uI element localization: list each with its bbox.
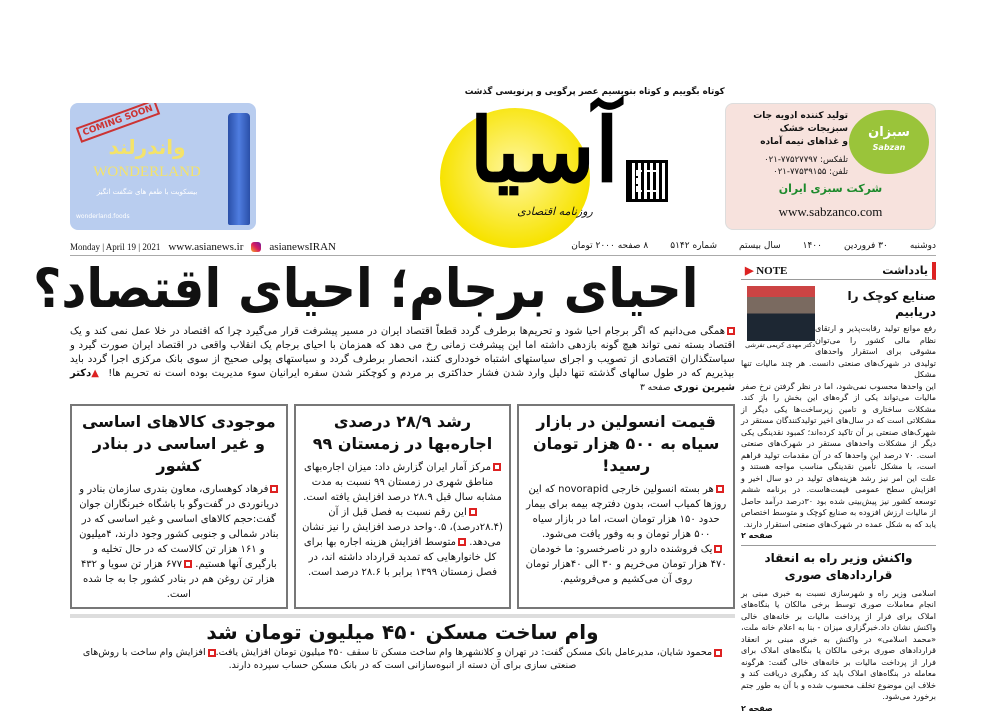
ad-phones (732, 154, 848, 178)
year-fa: ۱۴۰۰ (803, 241, 822, 251)
note-label: NOTE (756, 265, 787, 277)
sabzan-logo (849, 110, 929, 174)
note-column (741, 262, 936, 714)
main-headline: احیای برجام؛ احیای اقتصاد؟ (34, 258, 699, 320)
box-title: رشد ۲۸/۹ درصدی اجاره‌بها در زمستان ۹۹ (302, 411, 504, 455)
box-text: هر بسته انسولین خارجی novorapid که این روزها کمیاب است، بدون دفترچه بیمه برای بیمار حدود ۱۵۰ هزار تومان است، اما در بازار سیاه ۵۰۰ هزار تومان و به وفور یافت می‌شود. (526, 484, 726, 540)
section-label-fa: یادداشت (882, 264, 928, 277)
box-text: ۶۷۷ هزار تن سویا و ۴۳۲ هزار تن روغن هم در بنادر کشور جا به جا شده است. (81, 559, 275, 600)
bottom-text: افزایش وام ساخت با روش‌های صنعتی سازی برای آن دسته از انبوه‌سازانی است که در بانک مسکن حساب سپرده دارند. (83, 647, 576, 671)
bullet-square-icon (184, 560, 192, 568)
ad-brand: سبزان (868, 125, 910, 140)
page-ref[interactable] (741, 530, 936, 542)
main-column (70, 258, 735, 672)
bullet-square-icon (493, 463, 501, 471)
bottom-text: محمود شایان، مدیرعامل بانک مسکن گفت: در تهران و کلانشهرها وام ساخت مسکن تا سقف ۴۵۰ میلیون تومان افزایش یافت. (216, 647, 712, 658)
box-text: این رقم نسبت به فصل قبل از آن (۲۸.۴درصد)، ۰.۵واحد درصد افزایش را نیز نشان می‌دهد. (302, 507, 503, 548)
ad-brand-en: Sabzan (849, 142, 929, 154)
box-text: فرهاد کوهساری، معاون بندری سازمان بنادر و دریانوردی در گفت‌وگو با باشگاه خبرنگاران جوان گفت:حجم کالاهای اساسی و غیر اساسی که در بنادر شمالی و جنوبی کشور وجود دارند، ۴میلیون و ۱۶۱ هزار تن کالاست که در حال تخلیه و بارگیری آنها هستیم. (79, 484, 279, 570)
second-note-body: اسلامی وزیر راه و شهرسازی نسبت به خبری مبنی بر انجام معاملات صوری توسط برخی مالکان یا بنگاه‌های املاک برای فرار از پرداخت مالیات بر خانه‌های خالی واکنش نشان داد.خبرگزاری میزان - بنا به اعلام خانه ملت، «محمد اسلامی» در واکنش به خبری مبنی بر انعقاد قراردادهای صوری برخی مالکان یا بنگاه‌های املاک برای فرار از پرداخت مالیات بر خانه‌های خالی گفت: هرگونه معامله در بنگاه‌های املاک باید کد رهگیری دریافت کند و خلاف این موضوع تخلف محسوب شده و با آن به طور جتم برخورد می‌شود. (741, 588, 936, 703)
box-title: موجودی کالاهای اساسی و غیر اساسی در بنادر کشور (78, 411, 280, 477)
bullet-square-icon (714, 649, 722, 657)
second-note-title: واکنش وزیر راه به انعقاد قراردادهای صوری (741, 545, 936, 584)
photo-caption: دکتر مهدی کریمی تفرشی (745, 341, 815, 350)
ad-tagline: بیسکویت با طعم های شگفت انگیز (72, 187, 222, 197)
issue-number: شماره ۵۱۴۲ (670, 241, 717, 251)
wonderland-ad[interactable] (70, 103, 256, 230)
coming-soon-stamp: COMING SOON (76, 103, 160, 143)
note-header (741, 262, 936, 280)
note-text: این واحدها محسوب نمی‌شود، اما در نظر گرفتن نرخ صفر مالیات می‌تواند یکی از گره‌های این بخش را باز کند. مشکلات ساختاری و تامین زیرساخت‌ها یکی دیگر از مشکلاتی است که در سال‌های اخیر تولیدکنندگان مستقر در شهرک‌های صنعتی بر آن تاکید کرده‌اند؛ کمبود نقدینگی یکی دیگر از مشکلات واحدهای مستقر در شهرک‌های صنعتی است. ۷۰ درصد این واحدها که در آن مقدمات تولید فراهم است، با مشکل تأمین نقدینگی مناسب مواجه هستند و علت این امر نیز رشد هزینه‌های تولید در دو سال اخیر و افزایش سطح عمومی قیمت‌هاست. در برنامه ششم توسعه کشور نیز پیش‌بینی شده بود ۳۰درصد درآمد حاصل از مالیات ارزش افزوده به صنایع کوچک و متوسط اختصاص یابد که به شکل عمده در شهرک‌های صنعتی استقرار دارند. (741, 382, 936, 529)
website-link[interactable]: www.asianews.ir (168, 241, 243, 253)
page-ref[interactable] (741, 703, 936, 714)
note-title: صنایع کوچک را دریابیم (741, 288, 936, 320)
note-body (741, 381, 936, 531)
instagram-icon (251, 242, 261, 252)
bullet-square-icon (208, 649, 216, 657)
play-triangle-icon: ▶ (745, 265, 753, 277)
bullet-square-icon (270, 485, 278, 493)
slogan: کوتاه بگوییم و کوتاه بنویسیم عصر پرگویی و پرنویسی گذشت (475, 86, 724, 98)
ad-line: و غذاهای نیمه آماده (732, 136, 848, 149)
author-photo (747, 286, 815, 341)
bottom-paragraph (70, 646, 735, 672)
note-body-top: رفع موانع تولید رقابت‌پذیر و ارتقای نظام مالی کشور را می‌توان مشوقی برای استقرار واحدهای تولیدی در شهرک‌های صنعتی دانست. هر چند مالیات تنها مشکل (741, 323, 936, 381)
box-title: قیمت انسولین در بازار سیاه به ۵۰۰ هزار تومان رسید! (525, 411, 727, 477)
section-label-en (745, 264, 787, 277)
box-text: مرکز آمار ایران گزارش داد: میزان اجاره‌بهای مناطق شهری در زمستان ۹۹ نسبت به مدت مشابه سال قبل ۲۸.۹ درصد افزایش یافته است. (303, 462, 502, 503)
bullet-square-icon (458, 538, 466, 546)
price: ۸ صفحه ۲۰۰۰ تومان (571, 241, 648, 251)
instagram-handle[interactable]: asianewsIRAN (269, 241, 336, 253)
date-fa: ۳۰ فروردین (844, 241, 888, 251)
ad-fax: تلفکس: ۷۷۵۲۷۷۹۷-۰۲۱ (732, 154, 848, 166)
bullet-square-icon (727, 327, 735, 335)
ad-social: wonderland.foods (76, 213, 130, 221)
box-paragraph (525, 542, 727, 587)
newspaper-logo: آسیا (471, 100, 619, 200)
product-tube-image (228, 113, 250, 225)
ad-line: تولید کننده ادویه جات (732, 110, 848, 123)
ad-brand-en: WONDERLAND (74, 163, 220, 181)
page-ref-label[interactable]: صفحه ۲ (741, 530, 773, 542)
newspaper-subtitle: روزنامه اقتصادی (500, 205, 610, 219)
page-ref[interactable]: صفحه ۳ (640, 383, 671, 393)
bullet-square-icon (716, 485, 724, 493)
news-box-insulin (517, 404, 735, 609)
news-box-rent (294, 404, 512, 609)
author-photo-block (745, 286, 815, 350)
sabzan-ad[interactable] (725, 103, 936, 230)
info-bar (70, 238, 936, 256)
author-name: دکتر شیرین نوری (70, 368, 735, 393)
triangle-icon: ▲ (91, 368, 100, 379)
main-headline-wrap (70, 258, 735, 320)
ad-url[interactable]: www.sabzanco.com (726, 204, 935, 220)
qr-code-icon[interactable] (626, 160, 668, 202)
ad-phone: تلفن: ۷۷۵۳۹۱۵۵-۰۲۱ (732, 166, 848, 178)
ad-products (732, 110, 848, 149)
news-box-ports (70, 404, 288, 609)
ad-line: سبزیجات خشک (732, 123, 848, 136)
page-ref-label[interactable]: صفحه ۲ (741, 703, 773, 714)
date-en: Monday | April 19 | 2021 (70, 242, 160, 252)
box-paragraph (525, 482, 727, 542)
ad-company: شرکت سبزی ایران (726, 182, 935, 196)
bullet-square-icon (469, 508, 477, 516)
lead-text: همگی می‌دانیم که اگر برجام احیا شود و تحریم‌ها برطرف گردد قطعاً اقتصاد ایران در مسیر پیشرفت قرار می‌گیرد چرا که اقتصاد در خلا عمل نمی کند و یک اقتصاد بسته نمی تواند هیچ گونه بازدهی داشته اما این پیشرفت زمانی رخ می دهد که همزمان با احیای برجام یک انقلاب واقعی در اقتصاد ایران صورت گیرد و سیاستگذاران اقتصادی از تصویب و اجرای سیاستهای اشتباه خودداری کنند، انحصار برطرف گردد و سیاستهای پولی صحیح از سوی بانک مرکزی اجرا گردد باید بپذیریم که در طول سالهای گذشته تنها دلیل وارد شدن فشار حداکثری بر مردم و کوچکتر شدن سفره ایرانیان سوء مدیریت بوده است نه تحریم ها! (70, 326, 735, 379)
lead-paragraph (70, 325, 735, 395)
bullet-square-icon (714, 545, 722, 553)
news-boxes-row (70, 404, 735, 609)
box-paragraph (302, 460, 504, 580)
ad-brand-fa: واندرلند (74, 135, 220, 159)
box-text: متوسط افزایش هزینه اجاره بها برای کل خانوارهایی که تمدید قرارداد داشته اند، در فصل زمستان ۱۳۹۹ برابر با ۲۸.۶ درصد است. (304, 537, 497, 578)
box-text: یک فروشنده دارو در ناصرخسرو: ما خودمان ۴۷۰ هزار تومان می‌خریم و ۳۰ الی ۴۰هزار تومان روی آن می‌کشیم و می‌فروشیم. (526, 544, 727, 585)
weekday: دوشنبه (910, 241, 936, 251)
bottom-headline: وام ساخت مسکن ۴۵۰ میلیون تومان شد (70, 618, 735, 646)
box-paragraph (78, 482, 280, 602)
bottom-story (70, 614, 735, 672)
volume: سال بیستم (739, 241, 781, 251)
